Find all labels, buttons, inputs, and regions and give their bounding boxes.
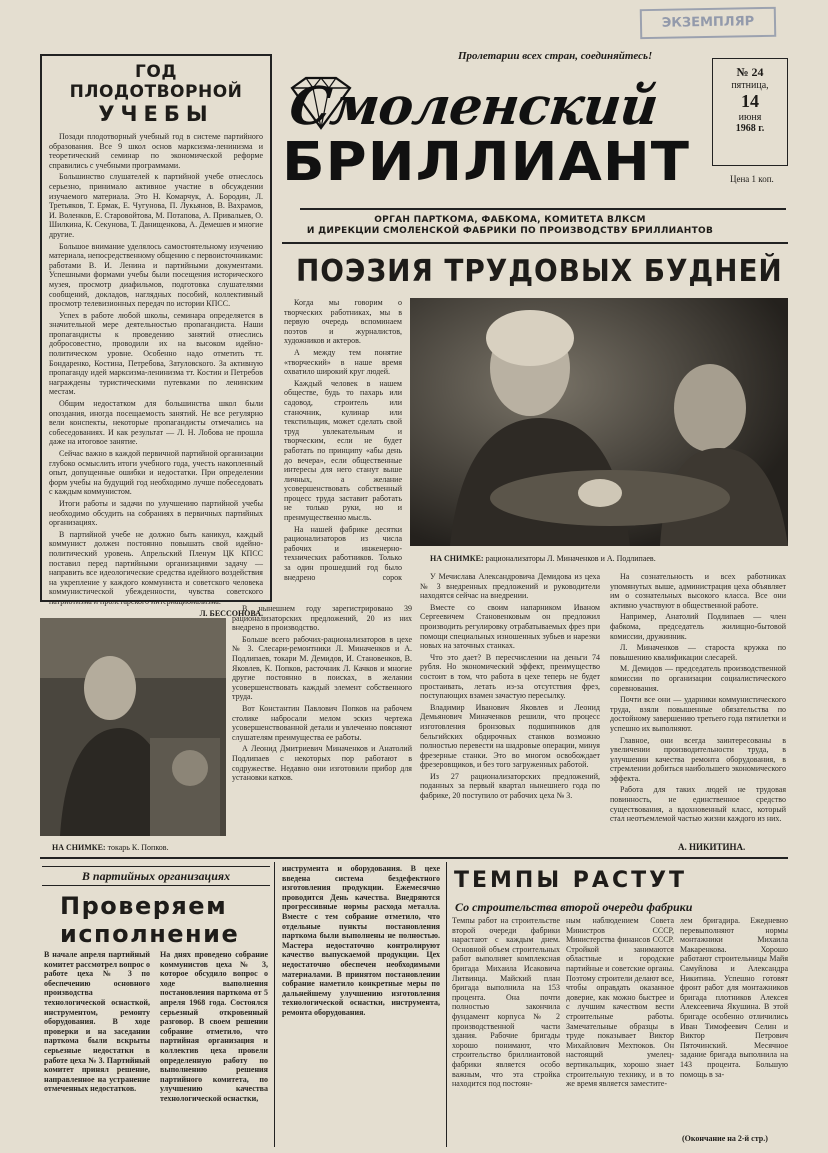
paragraph: Когда мы говорим о творческих работниках, мы в первую очередь вспоминаем поэтов и журналистов, художников и актеров. xyxy=(284,298,402,346)
tempy-column-2: ным наблюдением Совета Министров СССР, Министерства финансов СССР. Стройкой занимаются областные и городские партийные и советские органы. Поэтому строители делают все, чтобы оправдать оказанное доверие, как можно быстрее и с лучшим качеством вести строительные работы. Замечательные образцы в труде показывает Виктор Михайлович Мехтюков. Он настоящий умелец-вертикальщик, хорошо знает строительную технику, и в то же время является заместите- xyxy=(566,916,674,1089)
paragraph: На нашей фабрике десятки рационализаторов из числа рабочих и инженерно-технических работников. Только за один прошедший год было внедрено сорок xyxy=(284,524,402,582)
slogan: Пролетарии всех стран, соединяйтесь! xyxy=(458,50,653,62)
issue-day: 14 xyxy=(741,91,759,111)
paragraph: Большое внимание уделялось самостоятельному изучению материала, непосредственному общению с первоисточниками: работами В. И. Ленина и партийными документами. Успешными формами учебы были посещения исторического музея, просмотр диафильмов, подготовка слушателями сообщений, докладов, наглядных пособий, коллективный просмотр телевизионных передач по истории КПСС. xyxy=(49,241,263,309)
paragraph: Почти все они — ударники коммунистического труда, взяли повышенные обязательства по достойному завершению третьего года пятилетки и успешно их выполняют. xyxy=(610,695,786,733)
masthead-title-script: Смоленский xyxy=(286,76,661,137)
archive-stamp: ЭКЗЕМПЛЯР xyxy=(640,7,777,39)
paragraph: Большинство слушателей к партийной учебе отнеслось серьезно, принимало активное участие в обсуждении изучаемого материала. Это Н. Комарчук, А. Бородин, Л. Третьяков, Т. Ермак, Е. Чугунова, П. Лукьянов, В. Вахрамов, И. Воленков, Е. Старовойтова, М. Потапова, А. Привалыев, О. Шилкина, К. Секунова, Т. Данищенкова, А. Демешев и многие другие. xyxy=(49,172,264,239)
section-label: В партийных организациях xyxy=(42,866,270,886)
caption-label: НА СНИМКЕ: xyxy=(52,843,106,852)
caption-label: НА СНИМКЕ: xyxy=(430,554,484,563)
paragraph: А между тем понятие «творческий» в наше время охватило широкий круг людей. xyxy=(284,347,402,377)
paragraph: Владимир Иванович Яковлев и Леонид Демьянович Миначенков решили, что процесс изготовления бронзовых подшипников для бельгийских обдирочных станков возможно полностью перевести на шадровые операции, минуя фрезерные станки. Это во многом освобождает фрезеровщиков, и без того загруженных работой. xyxy=(420,702,600,770)
poetry-author: А. НИКИТИНА. xyxy=(678,842,746,852)
issue-month: июня xyxy=(738,112,762,123)
tempy-column-3: лем бригадира. Ежедневно перевыполняют нормы монтажники Михаила Макаренкова. Хорошо работают строительницы Майя Самуйлова и Александра Никитина. Успешно готовят фронт работ для монтажников бригада плотников Алексея Алексеевича Якушина. В этой бригаде особенно отличились Иван Тимофеевич Селин и Виктор Петрович Пяточинский. Месячное задание бригада выполнила на 143 процента. Большую помощь в за- xyxy=(680,916,788,1079)
issue-number: № 24 xyxy=(736,65,764,79)
paragraph: Больше всего рабочих-рационализаторов в цехе № 3. Слесари-ремонтники Л. Миначенков и А. Подлипаев, токари М. Демидов, И. Становенков, В. Яковлев, К. Попков, расточник Л. Качков и многие другие постоянно в поисках, в желании усовершенствовать каждый элемент собственного труда. xyxy=(232,634,412,702)
issue-weekday: пятница, xyxy=(731,80,769,91)
poetry-column-2 xyxy=(232,604,412,832)
paragraph: Например, Анатолий Подлипаев — член фабкома, председатель жилищно-бытовой комиссии, дружинник. xyxy=(610,612,786,641)
paragraph: А Леонид Дмитриевич Миначенков и Анатолий Подлипаев с некоторых пор работают в содружестве. Недавно они изготовили прибор для установки катков. xyxy=(232,744,412,783)
publisher-line xyxy=(300,215,720,237)
poetry-lead-column xyxy=(284,298,402,584)
section-divider xyxy=(40,857,788,859)
turner-caption xyxy=(52,843,169,852)
paragraph: Общим недостатком для большинства школ были опоздания, иногда посещаемость занятий. Не все регулярно вели конспекты, некоторые пропагандисты отмечались на собеседованиях. И как результат — Л. Н. Лобова не прошла даже на итоговое занятие. xyxy=(49,399,263,447)
party-column-1: В начале апреля партийный комитет рассмотрел вопрос о работе цеха № 3 по обеспечению основного производства технологической оснасткой, инструментом, ремонту оборудования. В ходе проверки и на заседании парткома были вскрыты серьезные недостатки в работе цеха № 3. Партийный комитет принял решение, направленное на устранение отмеченных недостатков. xyxy=(44,950,150,1094)
paragraph: В нынешнем году зарегистрировано 39 рационализаторских предложений, 20 из них внедрено в производство. xyxy=(232,604,412,633)
party-column-2: На днях проведено собрание коммунистов цеха № 3, которое обсудило вопрос о ходе выполнения постановления парткома от 5 апреля 1968 года. Состоялся серьезный откровенный разговор. В своем решении собрание отметило, что партийная организация и коллектив цеха провели определенную работу по выполнению решения партийного комитета, по улучшению качества технологической оснастки, xyxy=(160,950,268,1103)
party-headline-1: Проверяем xyxy=(60,892,228,920)
poetry-column-4 xyxy=(610,572,786,838)
year-article-author: Л. БЕССОНОВА. xyxy=(199,608,263,618)
paragraph: Главное, они всегда заинтересованы в увеличении производительности труда, в улучшении качества ремонта оборудования, в стремлении добиться наибольшего экономического эффекта. xyxy=(610,735,786,783)
paragraph: Позади плодотворный учебный год в системе партийного образования. Все 9 школ основ марксизма-ленинизма и теоретический семинар по экономической реформе справились с учебными программами. xyxy=(49,132,263,170)
poetry-headline: ПОЭЗИЯ ТРУДОВЫХ БУДНЕЙ xyxy=(296,254,783,289)
poetry-column-3 xyxy=(420,572,600,840)
tempy-headline: ТЕМПЫ РАСТУТ xyxy=(454,868,688,893)
tempy-subtitle: Со строительства второй очереди фабрики xyxy=(455,900,693,914)
paragraph: На сознательность и всех работниках упомянутых выше, администрация цеха объявляет им о сознательных высокого класса. Все они активно участвуют в общественной работе. xyxy=(610,572,786,610)
rationalizers-caption xyxy=(430,554,656,563)
issue-date-box xyxy=(712,58,788,166)
year-article-body xyxy=(49,132,263,607)
continuation-note: (Окончание на 2-й стр.) xyxy=(682,1134,768,1143)
divider xyxy=(300,208,786,210)
paragraph: Из 27 рационализаторских предложений, поданных за первый квартал нынешнего года по фабрике, 20 поступило от рабочих цеха № 3. xyxy=(420,771,600,801)
paragraph: Работа для таких людей не трудовая повинность, не единственное средство существования, а вдохновенный класс, который стал неотъемлемой частью жизни каждого из них. xyxy=(610,785,786,824)
paragraph: У Мечислава Александровича Демидова из цеха № 3 внедренных предложений и руководители находятся сейчас на внедрении. xyxy=(420,572,600,601)
divider xyxy=(282,242,788,244)
masthead-title-block: БРИЛЛИАНТ xyxy=(282,131,690,194)
paragraph: В партийной учебе не должно быть каникул, каждый коммунист должен постоянно повышать свой идейно-политический уровень. Апрельский Пленум ЦК КПСС поставил перед партийными организациями задачу — направить все идеологические средства идейного воздействия на укрепление у каждого коммуниста и советского человека коммунистической убежденности, чувства советского патриотизма и пролетарского интернационализма. xyxy=(49,529,263,606)
column-divider xyxy=(274,862,275,1147)
rationalizers-photo xyxy=(410,298,788,546)
column-divider xyxy=(446,862,447,1147)
paragraph: Успех в работе любой школы, семинара определяется в значительной мере деятельностью пропагандиста. Наши пропагандисты к проведению занятий отнеслись добросовестно, проводили их на высоком идейно-политическом уровне. Особенно надо отметить тт. Бондаренко, Костина, Петребова, Затуловского. За активную пропаганду идей марксизма-ленинизма тт. Костин и Петребов награждены туристическими путевками по ленинским местам. xyxy=(49,310,263,397)
year-article-title-2: УЧЕБЫ xyxy=(98,102,214,126)
publisher-line-1: ОРГАН ПАРТКОМА, ФАБКОМА, КОМИТЕТА ВЛКСМ xyxy=(374,215,646,225)
issue-year: 1968 г. xyxy=(735,123,765,134)
paragraph: Сейчас важно в каждой первичной партийной организации глубоко осмыслить итоги учебного года, учесть накопленный опыт, допущенные ошибки и недостатки. При определении форм учебы на будущий год необходимо лучше побеседовать с каждым коммунистом. xyxy=(49,449,263,497)
paragraph: Каждый человек в нашем обществе, будь то пахарь или садовод, строитель или станочник, кулинар или текстильщик, может сделать свой труд увлекательным и творческим, если не будет работать по принципу «абы день до вечера», если общественные интересы для него станут выше личных, а желание усовершенствовать собственный процесс труда заставит работать не только руки, но и пренмущественно мысль. xyxy=(284,378,402,523)
party-headline-2: исполнение xyxy=(60,920,240,948)
turner-photo xyxy=(40,618,226,836)
year-article-title: ГОД ПЛОДОТВОРНОЙ xyxy=(69,62,243,102)
paragraph: Что это дает? В пересчислении на деньги 74 рубля. Но экономический эффект, преимущество состоит в том, что работа в цехе теперь не будет простаивать, летать из-за отсутствия фрез, поступающих взамен зачастую пересылку. xyxy=(420,652,600,701)
publisher-line-2: И ДИРЕКЦИИ СМОЛЕНСКОЙ ФАБРИКИ ПО ПРОИЗВОДСТВУ БРИЛЛИАНТОВ xyxy=(306,226,714,236)
caption-text: рационализаторы Л. Миначенков и А. Подлипаев. xyxy=(485,554,656,563)
issue-price: Цена 1 коп. xyxy=(730,174,774,184)
year-article-box xyxy=(40,54,272,618)
paragraph: Вместе со своим напарником Иваном Сергеевичем Становенковым он предложил производить регулировку отрабатываемых фрез при помощи специальных изношенных зубьев и нарезки новых на заточных станках. xyxy=(420,602,600,651)
paragraph: Вот Константин Павлович Попков на рабочем столике набросали мелом эскиз чертежа усовершенствованной детали и увлеченно поясняют слушателям преимущества ее работы. xyxy=(232,703,412,742)
paragraph: Итоги работы и задачи по улучшению партийной учебы необходимо обсудить на собраниях в первичных партийных организациях. xyxy=(49,498,263,528)
caption-text: токарь К. Попков. xyxy=(107,843,169,852)
tempy-column-1: Темпы работ на строительстве второй очереди фабрики нарастают с каждым днем. Основной объем строительных работ выполняет комплексная бригада Михаила Исаковича Литвинца. Майский план бригада выполнила на 153 процента. Она почти полностью закончила фундамент корпуса № 2 производственной части здания. Рабочие бригады хорошо понимают, что строительство бриллиантовой фабрики является особо важным, что эта стройка находится под постоян- xyxy=(452,916,560,1089)
party-headline xyxy=(60,892,239,948)
paragraph: М. Демидов — председатель производственной комиссии по организации социалистического соревнования. xyxy=(610,664,786,693)
paragraph: Л. Миначенков — староста кружка по повышению квалификации слесарей. xyxy=(610,643,786,662)
party-column-3: инструмента и оборудования. В цехе введена система бездефектного изготовления продукции. Ежемесячно проводится День качества. Внедряются прогрессивные нормы расхода металла. Вместе с тем собрание отметило, что отдельные пункты постановления парткома были выполнены не полностью. Мастера недостаточно контролируют качество выпускаемой продукции. Цех недостаточно обеспечен необходимыми материалами. В принятом постановлении собрание наметило конкретные меры по дальнейшему улучшению изготовления технологической оснастки, инструмента, ремонта оборудования. xyxy=(282,864,440,1017)
